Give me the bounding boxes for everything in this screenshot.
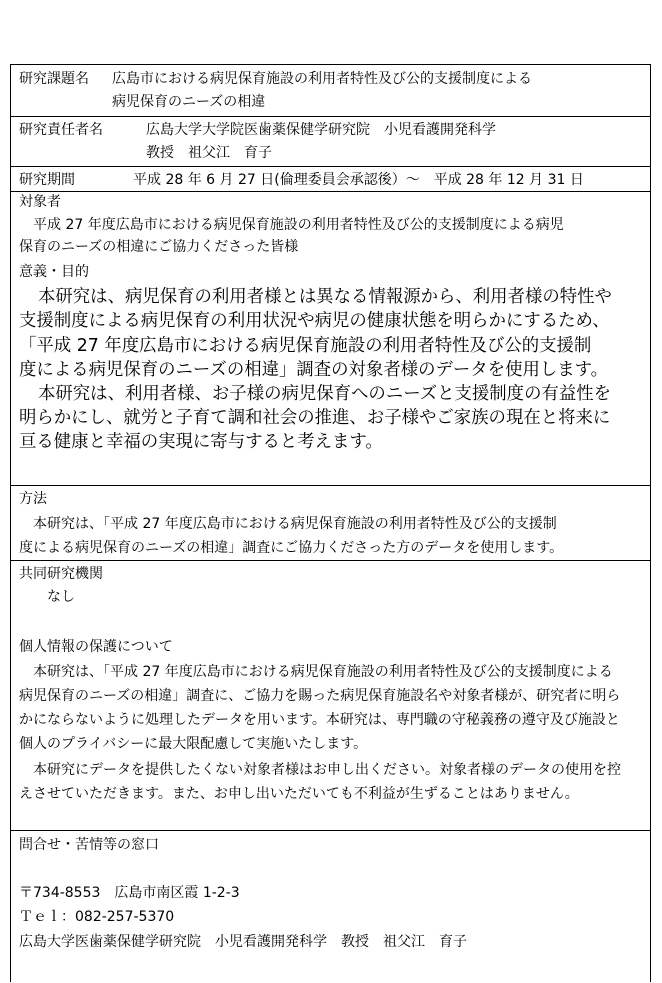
research-info-table bbox=[10, 64, 651, 982]
privacy-line: 本研究にデータを提供したくない対象者様はお申し出ください。対象者様のデータの使用を控 bbox=[33, 762, 621, 778]
contact-tel: Ｔｅｌ：082-257-5370 bbox=[19, 909, 175, 925]
privacy-line: 本研究は、「平成 27 年度広島市における病児保育施設の利用者特性及び公的支援制度による bbox=[33, 664, 613, 680]
purpose-line: 亘る健康と幸福の実現に寄与すると考えます。 bbox=[19, 432, 383, 452]
privacy-line: 病児保育のニーズの相違」調査に、ご協力を賜った病児保育施設名や対象者様が、研究者に明ら bbox=[19, 688, 621, 704]
purpose-line: 「平成 27 年度広島市における病児保育施設の利用者特性及び公的支援制 bbox=[19, 336, 592, 356]
privacy-line: 個人のプライバシーに最大限配慮して実施いたします。 bbox=[19, 736, 368, 752]
subjects-purpose-section bbox=[11, 192, 650, 486]
contact-heading: 問合せ・苦情等の窓口 bbox=[19, 837, 159, 853]
purpose-heading: 意義・目的 bbox=[19, 264, 89, 280]
method-line2: 度による病児保育のニーズの相違」調査にご協力くださった方のデータを使用します。 bbox=[19, 540, 564, 556]
privacy-heading: 個人情報の保護について bbox=[19, 639, 173, 655]
period-section bbox=[11, 167, 650, 192]
privacy-line: かにならないように処理したデータを用います。本研究は、専門職の守秘義務の遵守及び施設と bbox=[19, 712, 620, 728]
purpose-line: 支援制度による病児保育の利用状況や病児の健康状態を明らかにするため、 bbox=[19, 311, 610, 331]
topic-section bbox=[11, 65, 650, 117]
purpose-line: 本研究は、病児保育の利用者様とは異なる情報源から、利用者様の特性や bbox=[38, 287, 612, 307]
method-heading: 方法 bbox=[19, 491, 47, 507]
leader-label: 研究責任者名 bbox=[19, 122, 103, 138]
period-value: 平成 28 年 6 月 27 日(倫理委員会承認後）～ 平成 28 年 12 月 31 日 bbox=[133, 172, 584, 188]
topic-line2: 病児保育のニーズの相違 bbox=[112, 94, 266, 110]
topic-line1: 広島市における病児保育施設の利用者特性及び公的支援制度による bbox=[112, 71, 532, 87]
leader-line2: 教授 祖父江 育子 bbox=[146, 145, 272, 161]
period-label: 研究期間 bbox=[19, 172, 75, 188]
purpose-line: 明らかにし、就労と子育て調和社会の推進、お子様やご家族の現在と将来に bbox=[19, 408, 611, 428]
collab-heading: 共同研究機関 bbox=[19, 566, 103, 582]
leader-section bbox=[11, 117, 650, 167]
subjects-line1: 平成 27 年度広島市における病児保育施設の利用者特性及び公的支援制度による病児 bbox=[33, 217, 564, 233]
collab-privacy-section bbox=[11, 561, 650, 831]
topic-label: 研究課題名 bbox=[19, 71, 89, 87]
method-section bbox=[11, 486, 650, 561]
subjects-line2: 保育のニーズの相違にご協力くださった皆様 bbox=[19, 239, 299, 255]
purpose-line: 度による病児保育のニーズの相違」調査の対象者様のデータを使用します。 bbox=[19, 360, 609, 380]
leader-line1: 広島大学大学院医歯薬保健学研究院 小児看護開発科学 bbox=[146, 122, 496, 138]
collab-value: なし bbox=[47, 589, 75, 605]
method-line1: 本研究は、「平成 27 年度広島市における病児保育施設の利用者特性及び公的支援制 bbox=[33, 516, 557, 532]
contact-address: 〒734-8553 広島市南区霞 1-2-3 bbox=[19, 885, 240, 901]
contact-section bbox=[11, 831, 650, 983]
privacy-line: えさせていただきます。また、お申し出いただいても不利益が生ずることはありません。 bbox=[19, 786, 579, 802]
contact-org: 広島大学医歯薬保健学研究院 小児看護開発科学 教授 祖父江 育子 bbox=[19, 934, 467, 950]
purpose-line: 本研究は、利用者様、お子様の病児保育へのニーズと支援制度の有益性を bbox=[38, 384, 612, 404]
subjects-heading: 対象者 bbox=[19, 194, 61, 210]
